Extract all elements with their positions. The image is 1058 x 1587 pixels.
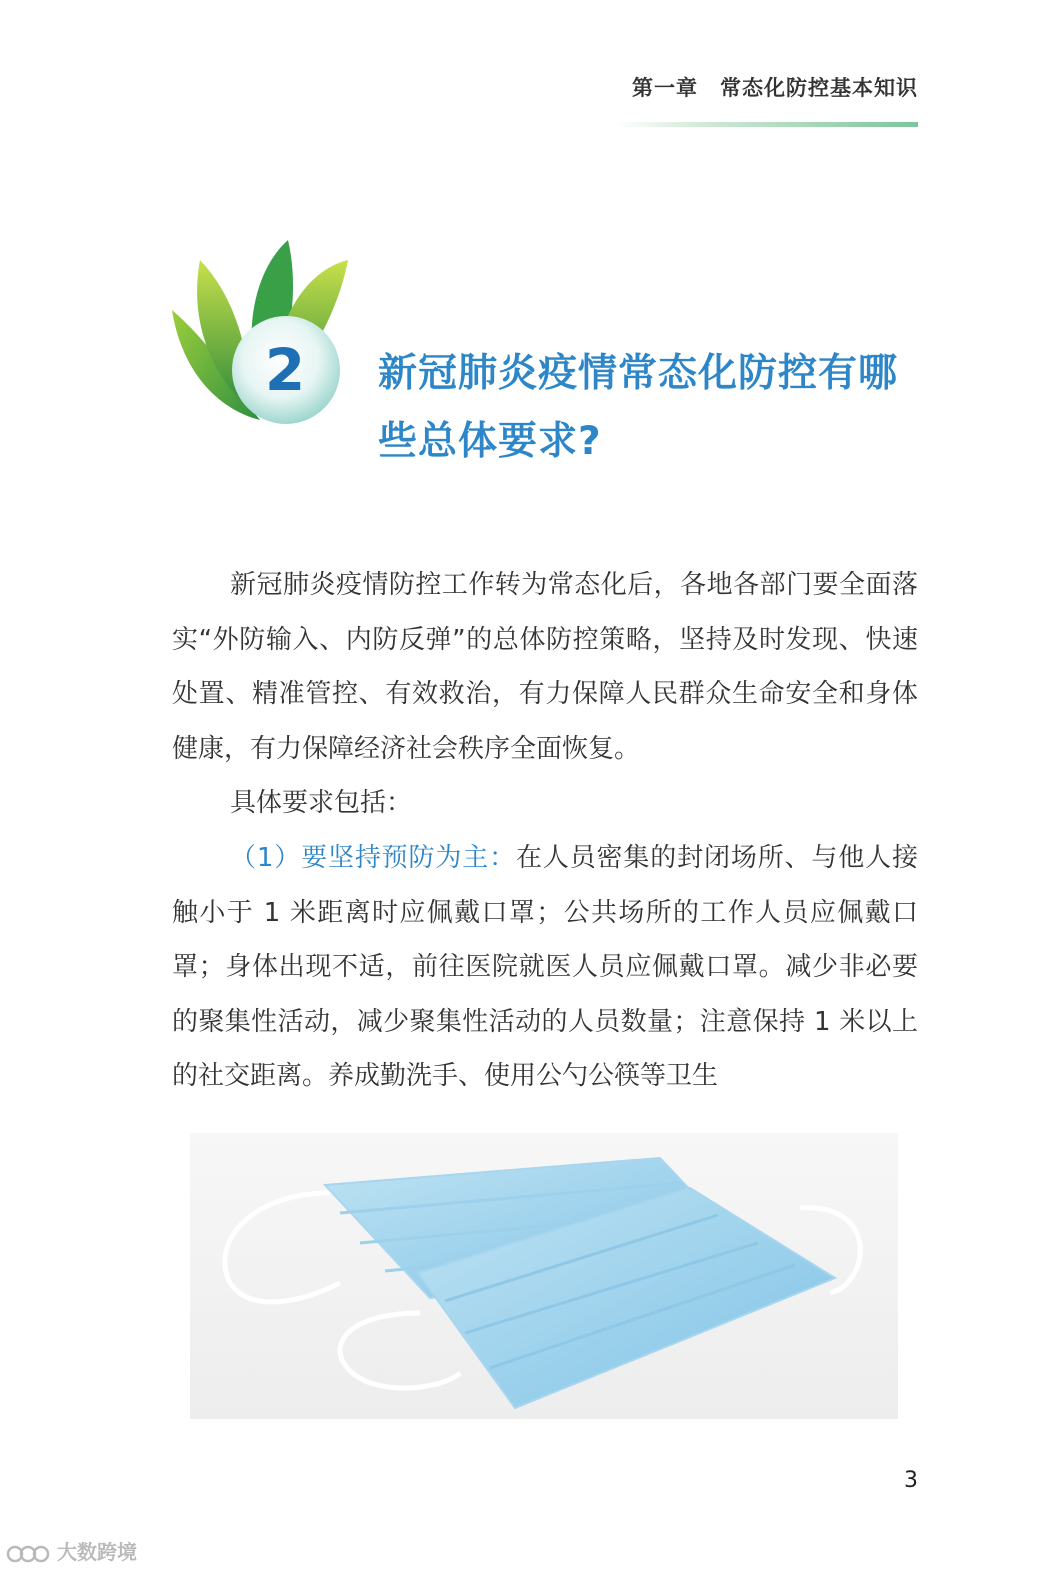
watermark-logo-icon — [6, 1543, 50, 1565]
surgical-masks-photo — [190, 1133, 898, 1419]
item-label: （1）要坚持预防为主： — [230, 842, 516, 873]
chapter-title: 常态化防控基本知识 — [720, 76, 918, 100]
page-number: 3 — [904, 1468, 918, 1493]
watermark — [6, 1536, 137, 1565]
watermark-text: 大数跨境 — [56, 1540, 137, 1564]
header-rule — [615, 122, 918, 127]
chapter-label: 第一章 — [632, 76, 698, 100]
list-item — [172, 831, 918, 1104]
paragraph: 具体要求包括： — [230, 788, 413, 819]
section-number: 2 — [264, 336, 306, 404]
body-text — [172, 558, 918, 1104]
running-head — [632, 72, 918, 102]
section-title: 新冠肺炎疫情常态化防控有哪些总体要求? — [378, 351, 899, 464]
item-text: 在人员密集的封闭场所、与他人接触小于 1 米距离时应佩戴口罩；公共场所的工作人员应佩戴口罩；身体出现不适，前往医院就医人员应佩戴口罩。减少非必要的聚集性活动，减少聚集性活动的人员数量；注意保持 1 米以上的社交距离。养成勤洗手、使用公勺公筷等卫生 — [172, 842, 918, 1092]
paragraph: 新冠肺炎疫情防控工作转为常态化后，各地各部门要全面落实“外防输入、内防反弹”的总体防控策略，坚持及时发现、快速处置、精准管控、有效救治，有力保障人民群众生命安全和身体健康，有力保障经济社会秩序全面恢复。 — [172, 570, 918, 764]
